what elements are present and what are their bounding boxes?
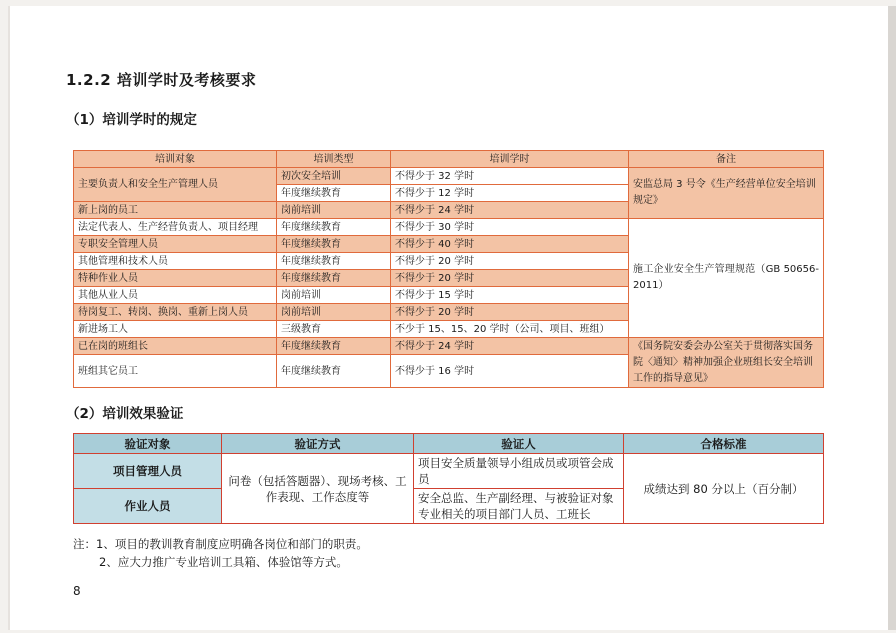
cell-verifier: 项目安全质量领导小组成员或项管会成员: [414, 454, 624, 489]
section-heading: 1.2.2 培训学时及考核要求: [66, 71, 257, 89]
table-row: [74, 219, 824, 236]
cell-note: 施工企业安全生产管理规范（GB 50656-2011）: [629, 219, 824, 338]
cell-standard: 成绩达到 80 分以上（百分制）: [624, 454, 824, 524]
cell-target: 法定代表人、生产经营负责人、项目经理: [74, 219, 277, 236]
cell-target: 专职安全管理人员: [74, 236, 277, 253]
table-header-row: [74, 434, 824, 454]
header-cell: 合格标准: [624, 434, 824, 454]
header-cell: 验证方式: [222, 434, 414, 454]
cell-hours: 不得少于 20 学时: [391, 304, 629, 321]
cell-type: 岗前培训: [277, 287, 391, 304]
header-cell: 培训类型: [277, 151, 391, 168]
cell-target: 特种作业人员: [74, 270, 277, 287]
note-line: 2、应大力推广专业培训工具箱、体验馆等方式。: [99, 555, 348, 569]
header-cell: 验证人: [414, 434, 624, 454]
cell-method: 问卷（包括答题器）、现场考核、工作表现、工作态度等: [222, 454, 414, 524]
cell-hours: 不得少于 12 学时: [391, 185, 629, 202]
cell-target: 其他管理和技术人员: [74, 253, 277, 270]
cell-hours: 不得少于 32 学时: [391, 168, 629, 185]
cell-type: 年度继续教育: [277, 355, 391, 388]
cell-hours: 不得少于 20 学时: [391, 253, 629, 270]
note-line: 注：1、项目的教训教育制度应明确各岗位和部门的职责。: [73, 537, 368, 551]
cell-hours: 不得少于 24 学时: [391, 338, 629, 355]
cell-hours: 不得少于 40 学时: [391, 236, 629, 253]
cell-target: 已在岗的班组长: [74, 338, 277, 355]
cell-type: 年度继续教育: [277, 219, 391, 236]
cell-target: 作业人员: [74, 489, 222, 524]
page-number: 8: [73, 584, 81, 598]
header-cell: 培训对象: [74, 151, 277, 168]
table-row: [74, 454, 824, 489]
cell-hours: 不得少于 24 学时: [391, 202, 629, 219]
cell-hours: 不得少于 20 学时: [391, 270, 629, 287]
cell-target: 待岗复工、转岗、换岗、重新上岗人员: [74, 304, 277, 321]
table-row: [74, 338, 824, 355]
cell-target: 班组其它员工: [74, 355, 277, 388]
cell-type: 年度继续教育: [277, 253, 391, 270]
cell-type: 岗前培训: [277, 202, 391, 219]
header-cell: 备注: [629, 151, 824, 168]
cell-hours: 不得少于 16 学时: [391, 355, 629, 388]
training-hours-table: [73, 150, 824, 388]
cell-verifier: 安全总监、生产副经理、与被验证对象专业相关的项目部门人员、工班长: [414, 489, 624, 524]
cell-target: 新进场工人: [74, 321, 277, 338]
page-edge: [888, 6, 896, 630]
header-cell: 培训学时: [391, 151, 629, 168]
cell-type: 岗前培训: [277, 304, 391, 321]
header-cell: 验证对象: [74, 434, 222, 454]
cell-hours: 不少于 15、15、20 学时（公司、项目、班组）: [391, 321, 629, 338]
cell-target: 项目管理人员: [74, 454, 222, 489]
cell-hours: 不得少于 30 学时: [391, 219, 629, 236]
cell-type: 年度继续教育: [277, 185, 391, 202]
training-verification-table: [73, 433, 824, 524]
cell-type: 年度继续教育: [277, 270, 391, 287]
table-header-row: [74, 151, 824, 168]
cell-note: 《国务院安委会办公室关于贯彻落实国务院〈通知〉精神加强企业班组长安全培训工作的指导意见》: [629, 338, 824, 388]
cell-target: 主要负责人和安全生产管理人员: [74, 168, 277, 202]
cell-type: 三级教育: [277, 321, 391, 338]
cell-hours: 不得少于 15 学时: [391, 287, 629, 304]
cell-type: 初次安全培训: [277, 168, 391, 185]
cell-type: 年度继续教育: [277, 236, 391, 253]
subsection-heading-1: （1）培训学时的规定: [66, 112, 197, 128]
cell-target: 其他从业人员: [74, 287, 277, 304]
cell-note: 安监总局 3 号令《生产经营单位安全培训规定》: [629, 168, 824, 219]
table-row: [74, 168, 824, 185]
cell-type: 年度继续教育: [277, 338, 391, 355]
subsection-heading-2: （2）培训效果验证: [66, 406, 184, 422]
cell-target: 新上岗的员工: [74, 202, 277, 219]
